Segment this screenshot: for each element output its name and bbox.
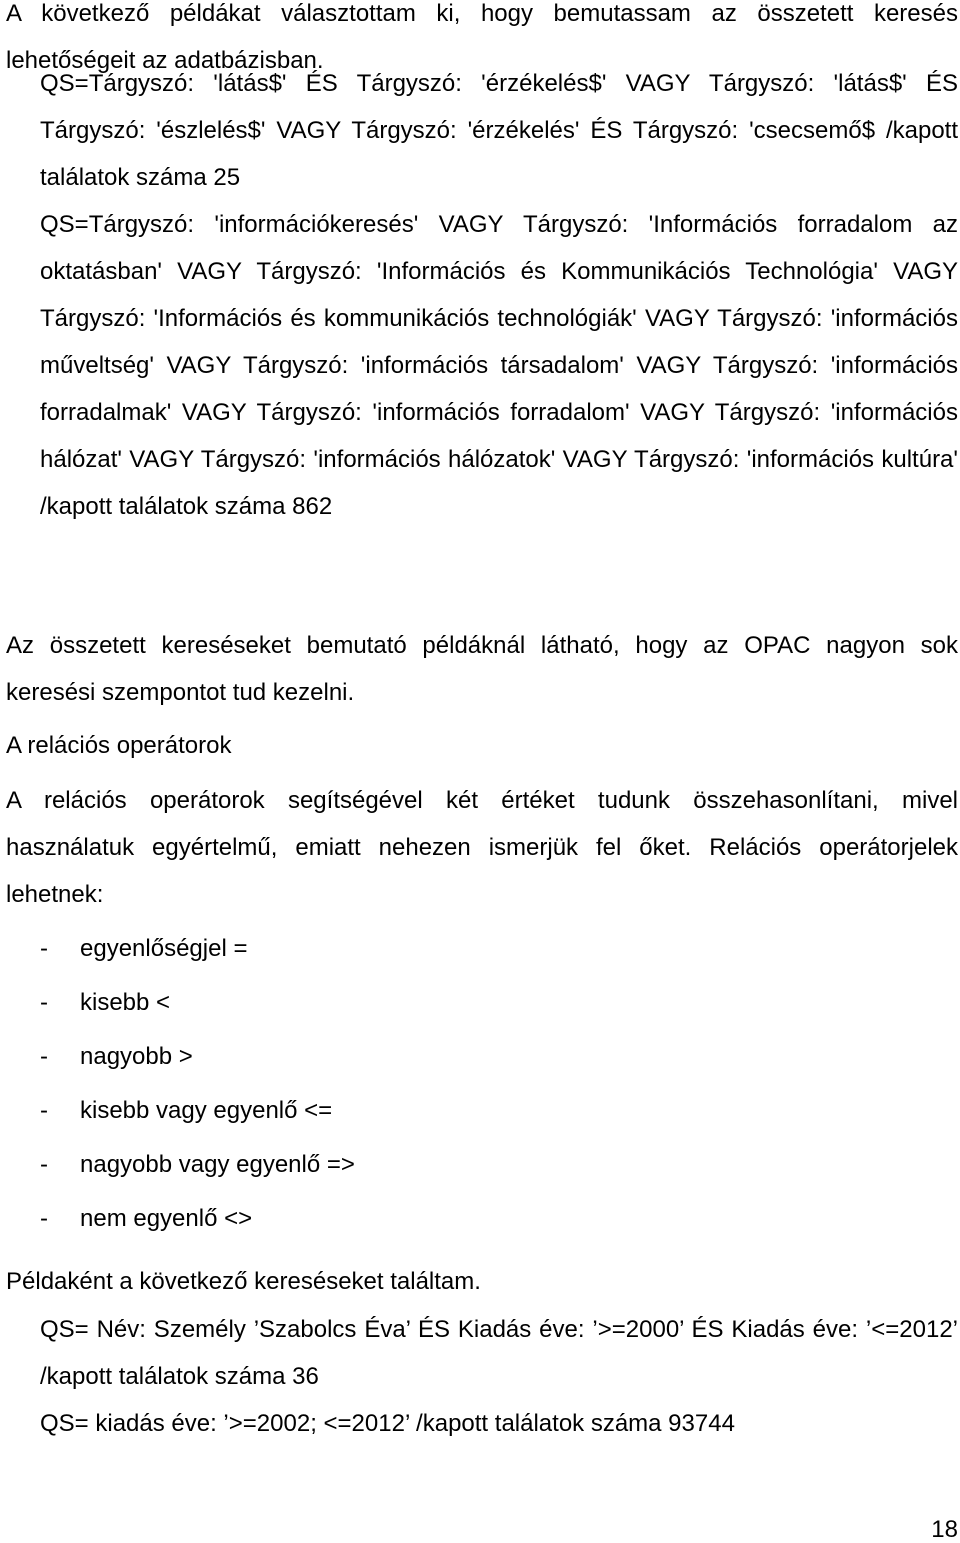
intro-paragraph: A következő példákat választottam ki, hogy bemutassam az összetett keresés lehetőségeit az adatbázisban. bbox=[6, 0, 958, 74]
list-item bbox=[40, 925, 355, 979]
list-item-text: kisebb vagy egyenlő <= bbox=[80, 1097, 333, 1124]
list-item-text: nagyobb vagy egyenlő => bbox=[80, 1151, 355, 1178]
query-block-2 bbox=[40, 1306, 958, 1447]
operator-list bbox=[40, 925, 355, 1249]
list-item-text: egyenlőségjel = bbox=[80, 935, 248, 962]
example-intro-paragraph: Példaként a következő kereséseket találtam. bbox=[6, 1268, 481, 1295]
list-item-text: nem egyenlő <> bbox=[80, 1205, 253, 1232]
query-block-1 bbox=[40, 60, 958, 530]
query-line: QS= Név: Személy ’Szabolcs Éva’ ÉS Kiadás éve: ’>=2000’ ÉS Kiadás éve: ’<=2012’ /kapott találatok száma 36 bbox=[40, 1316, 958, 1390]
list-item bbox=[40, 1087, 355, 1141]
list-dash: - bbox=[40, 1097, 48, 1124]
list-item bbox=[40, 979, 355, 1033]
conclusion-paragraph: Az összetett kereséseket bemutató példáknál látható, hogy az OPAC nagyon sok keresési szempontot tud kezelni. bbox=[6, 632, 958, 706]
list-item-text: kisebb < bbox=[80, 989, 171, 1016]
query-line: QS=Tárgyszó: 'látás$' ÉS Tárgyszó: 'érzékelés$' VAGY Tárgyszó: 'látás$' ÉS Tárgyszó: 'észlelés$' VAGY Tárgyszó: 'érzékelés' ÉS Tárgyszó: 'csecsemő$ /kapott találatok száma 25 bbox=[40, 70, 958, 191]
query-line: QS=Tárgyszó: 'információkeresés' VAGY Tárgyszó: 'Információs forradalom az oktatásban' VAGY Tárgyszó: 'Információs és Kommunikációs Technológia' VAGY Tárgyszó: 'Információs és kommunikációs technológiák' VAGY Tárgyszó: 'információs műveltség' VAGY Tárgyszó: 'információs társadalom' VAGY Tárgyszó: 'információs forradalmak' VAGY Tárgyszó: 'információs forradalom' VAGY Tárgyszó: 'információs hálózat' VAGY Tárgyszó: 'információs hálózatok' VAGY Tárgyszó: 'információs kultúra' /kapott találatok száma 862 bbox=[40, 211, 958, 520]
list-dash: - bbox=[40, 1043, 48, 1070]
page-number: 18 bbox=[931, 1516, 958, 1543]
relational-paragraph: A relációs operátorok segítségével két értéket tudunk összehasonlítani, mivel használatuk egyértelmű, emiatt nehezen ismerjük fel őket. Relációs operátorjelek lehetnek: bbox=[6, 787, 958, 908]
list-item bbox=[40, 1195, 355, 1249]
list-dash: - bbox=[40, 935, 48, 962]
section-heading: A relációs operátorok bbox=[6, 732, 232, 759]
list-item bbox=[40, 1033, 355, 1087]
list-dash: - bbox=[40, 989, 48, 1016]
list-dash: - bbox=[40, 1151, 48, 1178]
list-item bbox=[40, 1141, 355, 1195]
list-item-text: nagyobb > bbox=[80, 1043, 193, 1070]
query-line: QS= kiadás éve: ’>=2002; <=2012’ /kapott találatok száma 93744 bbox=[40, 1410, 735, 1437]
list-dash: - bbox=[40, 1205, 48, 1232]
